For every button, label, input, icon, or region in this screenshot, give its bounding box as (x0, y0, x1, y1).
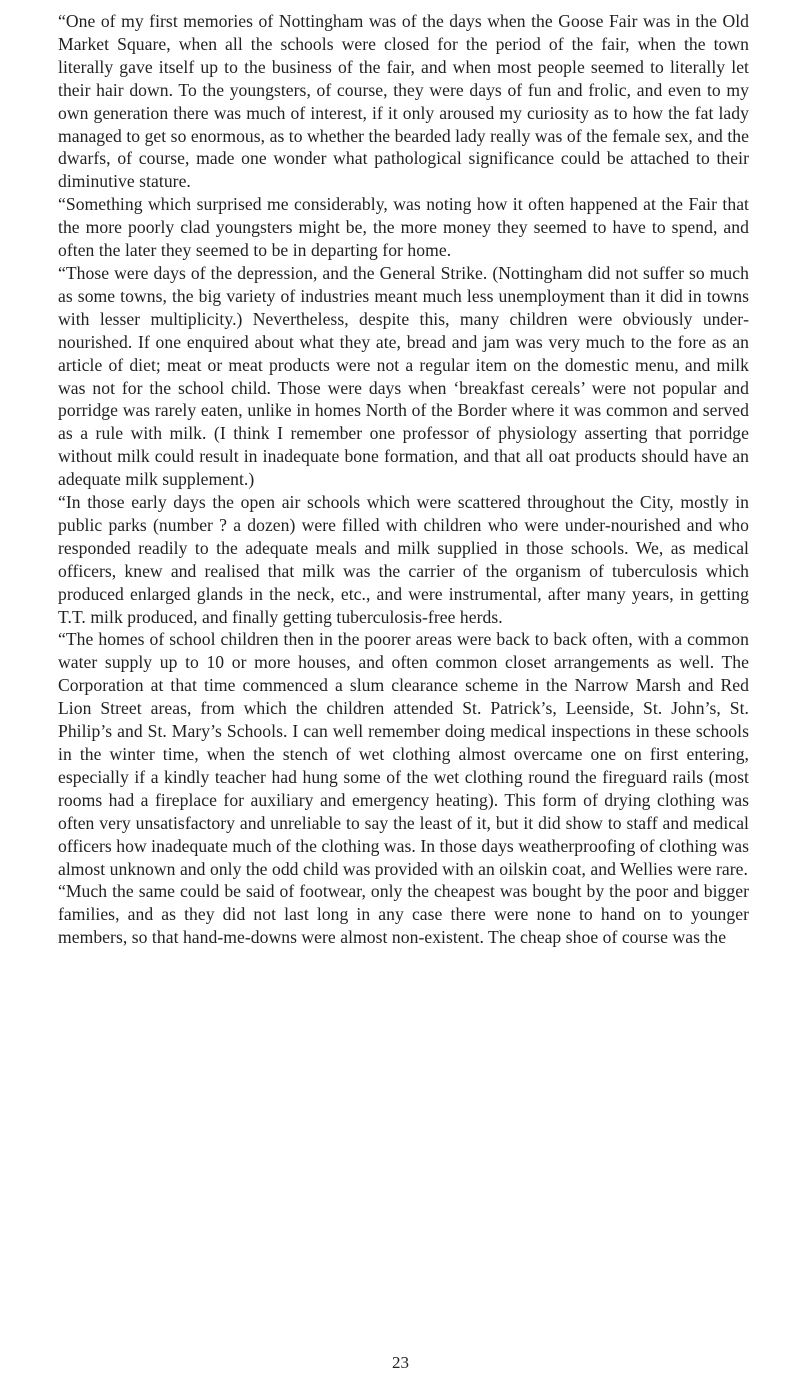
document-page (58, 10, 749, 949)
paragraph-fair-money: “Something which surprised me considerably, was noting how it often happened at the Fair that the more poorly clad youngsters might be, the more money they seemed to have to spend, and often the later they seemed to be in departing for home. (58, 194, 749, 261)
paragraph-open-air-schools: “In those early days the open air schools which were scattered throughout the City, mostly in public parks (number ? a dozen) were filled with children who were under-nourished and who responded readily to the adequate meals and milk supplied in those schools. We, as medical officers, knew and realised that milk was the carrier of the organism of tuberculosis which produced enlarged glands in the neck, etc., and were instrumental, after many years, in getting T.T. milk produced, and finally getting tuberculosis-free herds. (58, 492, 749, 627)
paragraph-footwear: “Much the same could be said of footwear, only the cheapest was bought by the poor and bigger families, and as they did not last long in any case there were none to hand on to younger members, so that hand-me-downs were almost non-existent. The cheap shoe of course was the (58, 881, 749, 948)
page-number: 23 (392, 1353, 409, 1372)
paragraph-depression: “Those were days of the depression, and the General Strike. (Nottingham did not suffer so much as some towns, the big variety of industries meant much less unemployment than it did in towns with lesser multiplicity.) Nevertheless, despite this, many children were obviously undernourished. If one enquired about what they ate, bread and jam was very much to the fore as an article of diet; meat or meat products were not a regular item on the domestic menu, and milk was not for the school child. Those were days when ‘breakfast cereals’ were not popular and porridge was rarely eaten, unlike in homes North of the Border where it was common and served as a rule with milk. (I think I remember one professor of physiology asserting that porridge without milk could result in inadequate bone formation, and that all oat products should have an adequate milk supplement.) (58, 262, 749, 490)
paragraph-homes-clothing: “The homes of school children then in the poorer areas were back to back often, with a common water supply up to 10 or more houses, and often common closet arrangements as well. The Corporation at that time commenced a slum clearance scheme in the Narrow Marsh and Red Lion Street areas, from which the children attended St. Patrick’s, Leenside, St. John’s, St. Philip’s and St. Mary’s Schools. I can well remember doing medical inspections in these schools in the winter time, when the stench of wet clothing almost overcame one on first entering, especially if a kindly teacher had hung some of the wet clothing round the fireguard rails (most rooms had a fireplace for auxiliary and emergency heating). This form of drying clothing was often very unsatisfactory and unreliable to say the least of it, but it did show to staff and medical officers how inadequate much of the clothing was. In those days weatherproofing of clothing was almost unknown and only the odd child was provided with an oilskin coat, and Wellies were rare. (58, 629, 749, 879)
paragraph-goose-fair: “One of my first memories of Nottingham was of the days when the Goose Fair was in the Old Market Square, when all the schools were closed for the period of the fair, when the town literally gave itself up to the business of the fair, and when most people seemed to literally let their hair down. To the youngsters, of course, they were days of fun and frolic, and even to my own generation there was much of interest, if it only aroused my curiosity as to how the fat lady managed to get so enormous, as to whether the bearded lady really was of the female sex, and the dwarfs, of course, made one wonder what pathological significance could be attached to their diminutive stature. (58, 11, 749, 192)
